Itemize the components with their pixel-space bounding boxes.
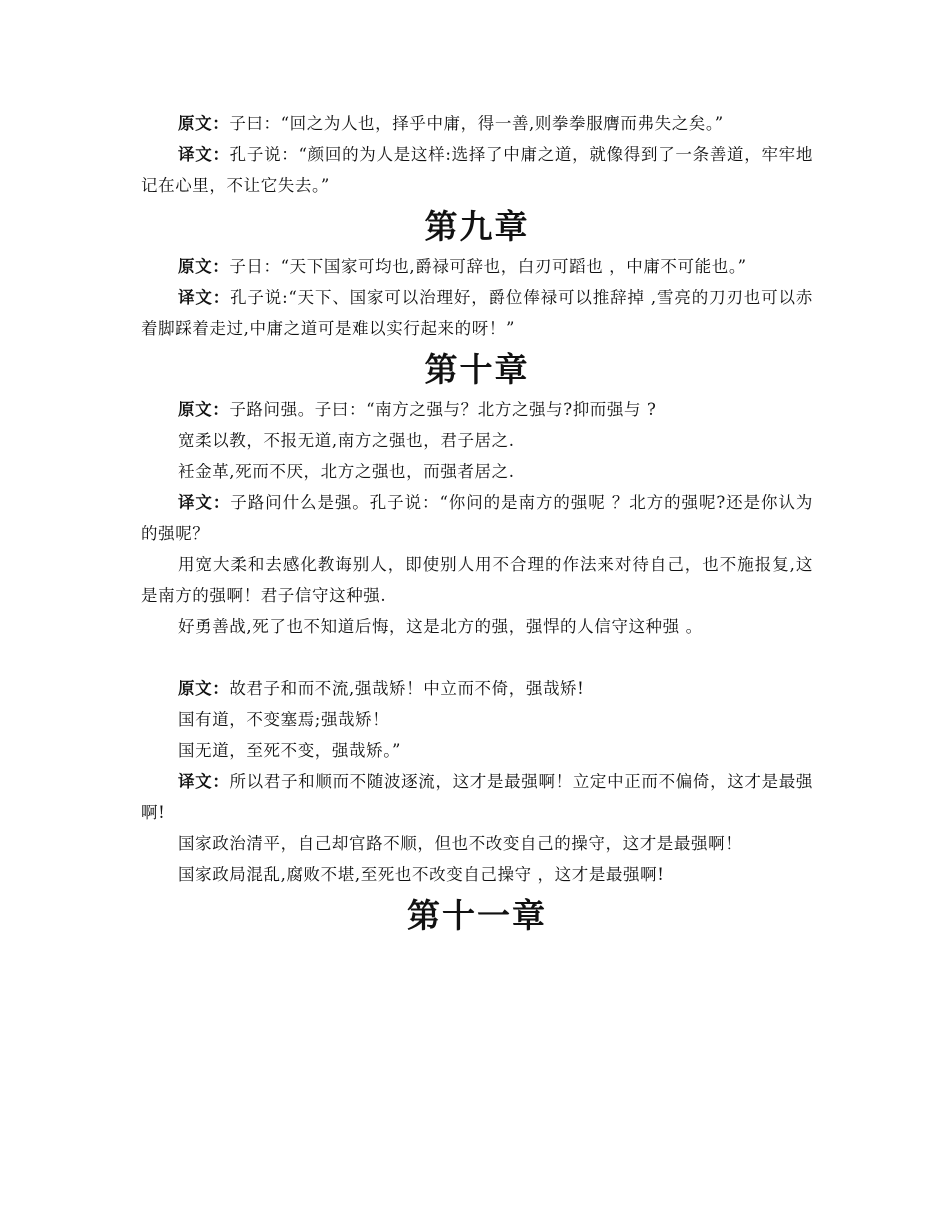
translation-label: 译文： (178, 493, 231, 512)
paragraph-spacer (141, 642, 813, 673)
original-text-line: 衽金革,死而不厌，北方之强也，而强者居之. (178, 462, 515, 481)
translation-text: 孔子说:“天下、国家可以治理好，爵位俸禄可以推辞掉 ,雪亮的刀刃也可以赤着脚踩着走过,中庸之道可是难以实行起来的呀！” (141, 288, 813, 338)
original-label: 原文： (178, 400, 230, 419)
original-text-line: 国有道，不变塞焉;强哉矫！ (178, 710, 390, 729)
chapter-heading-9: 第九章 (424, 207, 530, 246)
translation-text: 子路问什么是强。孔子说：“你问的是南方的强呢 ？北方的强呢?还是你认为的强呢？ (141, 493, 813, 543)
original-text-line: 国无道，至死不变，强哉矫。” (178, 741, 402, 760)
original-label: 原文： (178, 679, 230, 698)
translation-label: 译文： (178, 288, 231, 307)
original-text: 子路问强。子曰：“南方之强与？北方之强与?抑而强与 ? (229, 400, 657, 419)
original-label: 原文： (178, 114, 230, 133)
translation-paragraph (141, 139, 813, 201)
original-text-paragraph (141, 673, 813, 704)
translation-label: 译文： (178, 772, 230, 791)
translation-line: 用宽大柔和去感化教诲别人，即使别人用不合理的作法来对待自己，也不施报复,这是南方的强啊！君子信守这种强. (141, 555, 813, 605)
original-text-paragraph (141, 108, 813, 139)
translation-paragraph (141, 282, 813, 344)
original-text-paragraph (141, 394, 813, 425)
chapter-heading-10: 第十章 (424, 350, 530, 389)
translation-line: 国家政局混乱,腐败不堪,至死也不改变自己操守 ，这才是最强啊! (178, 865, 665, 884)
original-text: 子日：“天下国家可均也,爵禄可辞也，白刃可蹈也 ，中庸不可能也。” (229, 257, 747, 276)
original-text: 故君子和而不流,强哉矫！中立而不倚，强哉矫! (229, 679, 585, 698)
translation-text: 所以君子和顺而不随波逐流，这才是最强啊！立定中正而不偏倚，这才是最强啊! (141, 772, 813, 822)
translation-text: 孔子说：“颜回的为人是这样:选择了中庸之道，就像得到了一条善道，牢牢地记在心里，不让它失去。” (141, 145, 813, 195)
translation-line: 国家政治清平，自己却官路不顺，但也不改变自己的操守，这才是最强啊！ (178, 834, 743, 853)
original-text-paragraph (141, 251, 813, 282)
translation-paragraph (141, 487, 813, 549)
translation-line: 好勇善战,死了也不知道后悔，这是北方的强，强悍的人信守这种强 。 (178, 617, 703, 636)
chapter-heading-11: 第十一章 (407, 896, 547, 935)
original-text: 子曰：“回之为人也，择乎中庸，得一善,则拳拳服膺而弗失之矣。” (229, 114, 724, 133)
document-body (141, 108, 813, 940)
translation-label: 译文： (178, 145, 230, 164)
original-label: 原文： (178, 257, 230, 276)
original-text-line: 宽柔以教，不报无道,南方之强也，君子居之. (178, 431, 515, 450)
translation-paragraph (141, 766, 813, 828)
